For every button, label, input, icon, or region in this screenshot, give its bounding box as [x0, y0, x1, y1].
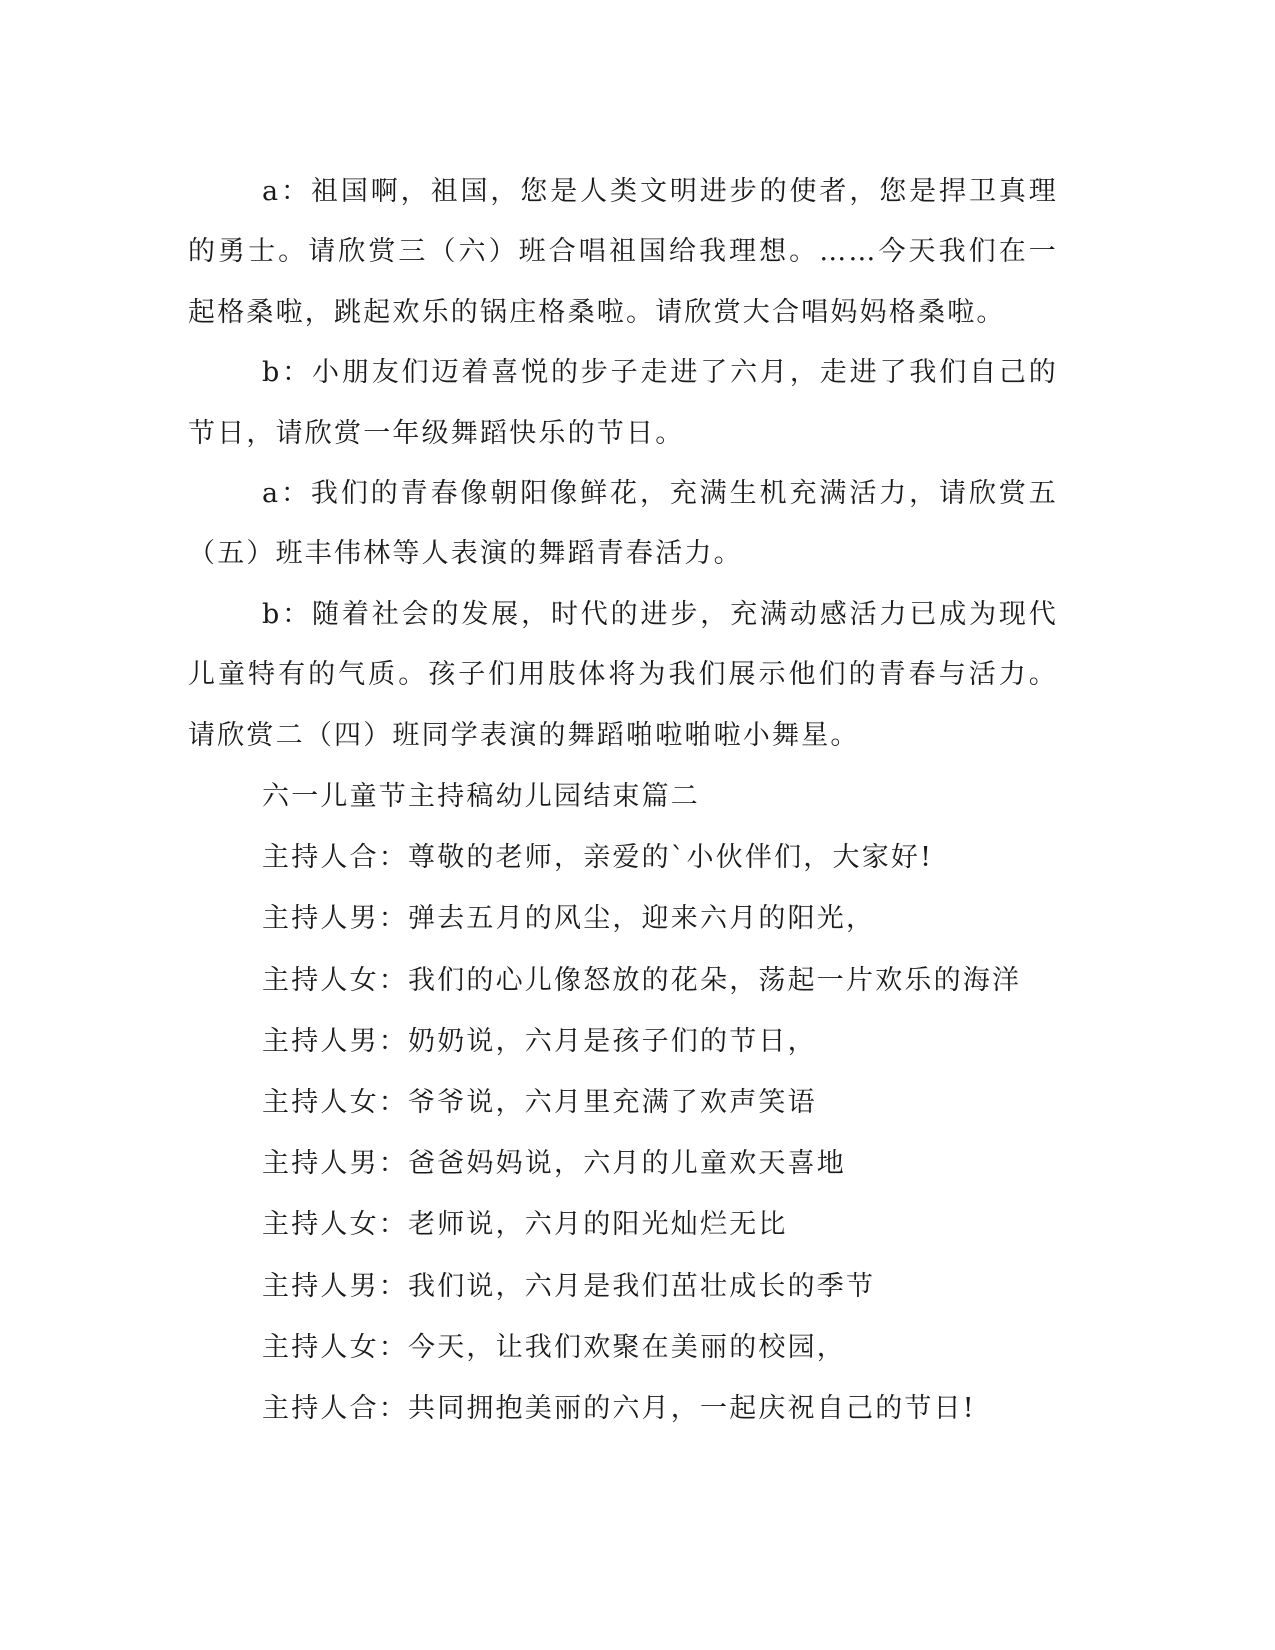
paragraph: b：随着社会的发展，时代的进步，充满动感活力已成为现代儿童特有的气质。孩子们用肢体将为我们展示他们的青春与活力。请欣赏二（四）班同学表演的舞蹈啪啦啪啦小舞星。 — [188, 598, 1058, 751]
dialogue-line: 主持人女：爷爷说，六月里充满了欢声笑语 — [262, 1087, 817, 1119]
paragraph: b：小朋友们迈着喜悦的步子走进了六月，走进了我们自己的节日，请欣赏一年级舞蹈快乐的节日。 — [188, 357, 1058, 449]
document-body — [188, 162, 1058, 1439]
dialogue-line: 主持人男：弹去五月的风尘，迎来六月的阳光， — [262, 903, 876, 935]
section-title: 六一儿童节主持稿幼儿园结束篇二 — [262, 781, 700, 813]
dialogue-line: 主持人女：我们的心儿像怒放的花朵，荡起一片欢乐的海洋 — [262, 964, 1022, 996]
dialogue-line: 主持人男：我们说，六月是我们茁壮成长的季节 — [262, 1270, 876, 1302]
dialogue-line: 主持人合：共同拥抱美丽的六月，一起庆祝自己的节日! — [262, 1393, 976, 1425]
dialogue-line: 主持人男：奶奶说，六月是孩子们的节日， — [262, 1025, 817, 1057]
dialogue-line: 主持人合：尊敬的老师，亲爱的`小伙伴们，大家好! — [262, 842, 934, 874]
dialogue-line: 主持人男：爸爸妈妈说，六月的儿童欢天喜地 — [262, 1148, 846, 1180]
paragraph: a：我们的青春像朝阳像鲜花，充满生机充满活力，请欣赏五（五）班丰伟林等人表演的舞蹈青春活力。 — [188, 478, 1058, 570]
dialogue-line: 主持人女：今天，让我们欢聚在美丽的校园， — [262, 1331, 846, 1363]
dialogue-line: 主持人女：老师说，六月的阳光灿烂无比 — [262, 1209, 788, 1241]
paragraph: a：祖国啊，祖国，您是人类文明进步的使者，您是捍卫真理的勇士。请欣赏三（六）班合唱祖国给我理想。……今天我们在一起格桑啦，跳起欢乐的锅庄格桑啦。请欣赏大合唱妈妈格桑啦。 — [188, 176, 1058, 328]
